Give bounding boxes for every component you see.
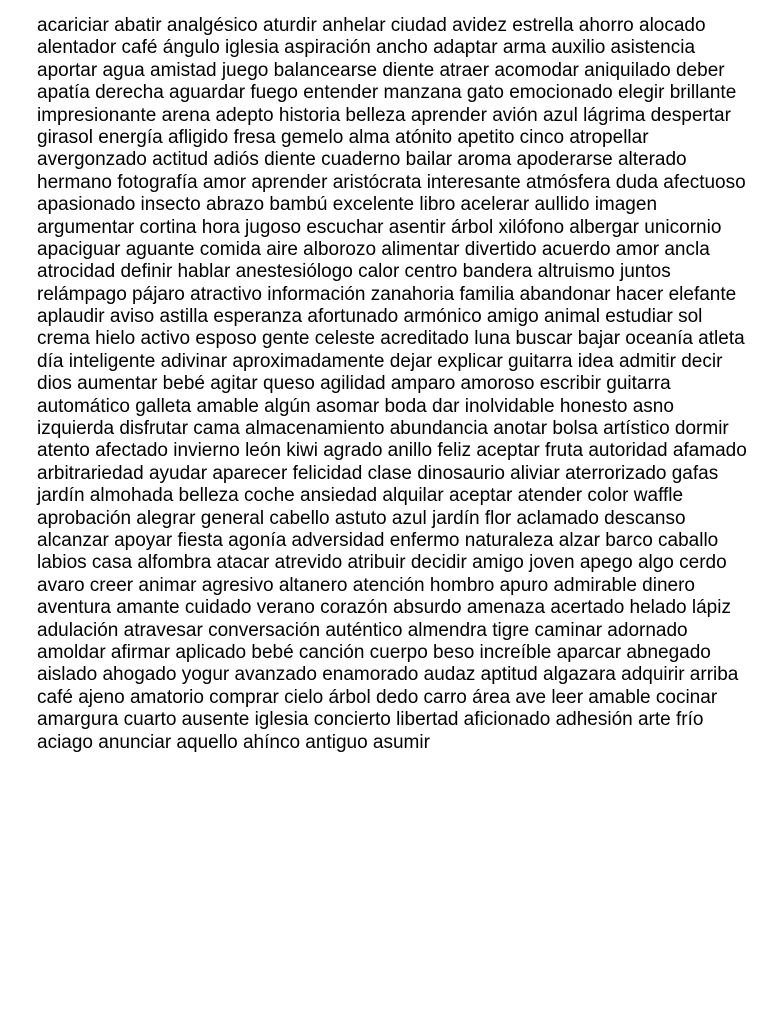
text-line: apatía derecha aguardar fuego entender manzana gato emocionado elegir brillante: [37, 82, 737, 104]
text-line: avaro creer animar agresivo altanero atención hombro apuro admirable dinero: [37, 574, 695, 596]
text-line: atrocidad definir hablar anestesiólogo calor centro bandera altruismo juntos: [37, 261, 671, 283]
text-line: impresionante arena adepto historia belleza aprender avión azul lágrima despertar: [37, 104, 731, 126]
text-line: alcanzar apoyar fiesta agonía adversidad enfermo naturaleza alzar barco caballo: [37, 529, 719, 551]
text-line: aciago anunciar aquello ahínco antiguo asumir: [37, 731, 430, 753]
text-line: hermano fotografía amor aprender aristócrata interesante atmósfera duda afectuoso: [37, 171, 746, 193]
text-line: acariciar abatir analgésico aturdir anhelar ciudad avidez estrella ahorro alocado: [37, 15, 706, 36]
text-line: labios casa alfombra atacar atrevido atribuir decidir amigo joven apego algo cerdo: [37, 552, 727, 574]
text-line: amoldar afirmar aplicado bebé canción cuerpo beso increíble aparcar abnegado: [37, 641, 711, 663]
text-line: girasol energía afligido fresa gemelo alma atónito apetito cinco atropellar: [37, 126, 649, 148]
text-line: apaciguar aguante comida aire alborozo alimentar divertido acuerdo amor ancla: [37, 238, 710, 260]
text-line: aislado ahogado yogur avanzado enamorado audaz aptitud algazara adquirir arriba: [37, 664, 739, 686]
text-line: aplaudir aviso astilla esperanza afortunado armónico amigo animal estudiar sol: [37, 306, 703, 328]
text-line: aportar agua amistad juego balancearse diente atraer acomodar aniquilado deber: [37, 59, 725, 81]
text-line: dios aumentar bebé agitar queso agilidad amparo amoroso escribir guitarra: [37, 373, 671, 395]
text-line: avergonzado actitud adiós diente cuaderno bailar aroma apoderarse alterado: [37, 149, 687, 171]
text-line: café ajeno amatorio comprar cielo árbol dedo carro área ave leer amable cocinar: [37, 686, 718, 708]
text-line: automático galleta amable algún asomar boda dar inolvidable honesto asno: [37, 395, 674, 417]
text-line: argumentar cortina hora jugoso escuchar asentir árbol xilófono albergar unicornio: [37, 216, 722, 238]
text-line: día inteligente adivinar aproximadamente dejar explicar guitarra idea admitir decir: [37, 350, 723, 372]
text-line: relámpago pájaro atractivo información zanahoria familia abandonar hacer elefante: [37, 283, 737, 305]
text-line: apasionado insecto abrazo bambú excelente libro acelerar aullido imagen: [37, 194, 658, 216]
text-line: arbitrariedad ayudar aparecer felicidad clase dinosaurio aliviar aterrorizado gafas: [37, 462, 719, 484]
text-line: amargura cuarto ausente iglesia concierto libertad aficionado adhesión arte frío: [37, 709, 704, 731]
text-line: alentador café ángulo iglesia aspiración ancho adaptar arma auxilio asistencia: [37, 37, 696, 59]
text-line: aventura amante cuidado verano corazón absurdo amenaza acertado helado lápiz: [37, 597, 731, 619]
word-list-text: [37, 15, 768, 754]
text-line: jardín almohada belleza coche ansiedad alquilar aceptar atender color waffle: [37, 485, 684, 507]
text-line: atento afectado invierno león kiwi agrado anillo feliz aceptar fruta autoridad afamado: [37, 440, 747, 462]
text-line: adulación atravesar conversación auténtico almendra tigre caminar adornado: [37, 619, 688, 641]
text-line: izquierda disfrutar cama almacenamiento abundancia anotar bolsa artístico dormir: [37, 418, 729, 440]
text-line: crema hielo activo esposo gente celeste acreditado luna buscar bajar oceanía atleta: [37, 328, 745, 350]
text-line: aprobación alegrar general cabello astuto azul jardín flor aclamado descanso: [37, 507, 686, 529]
